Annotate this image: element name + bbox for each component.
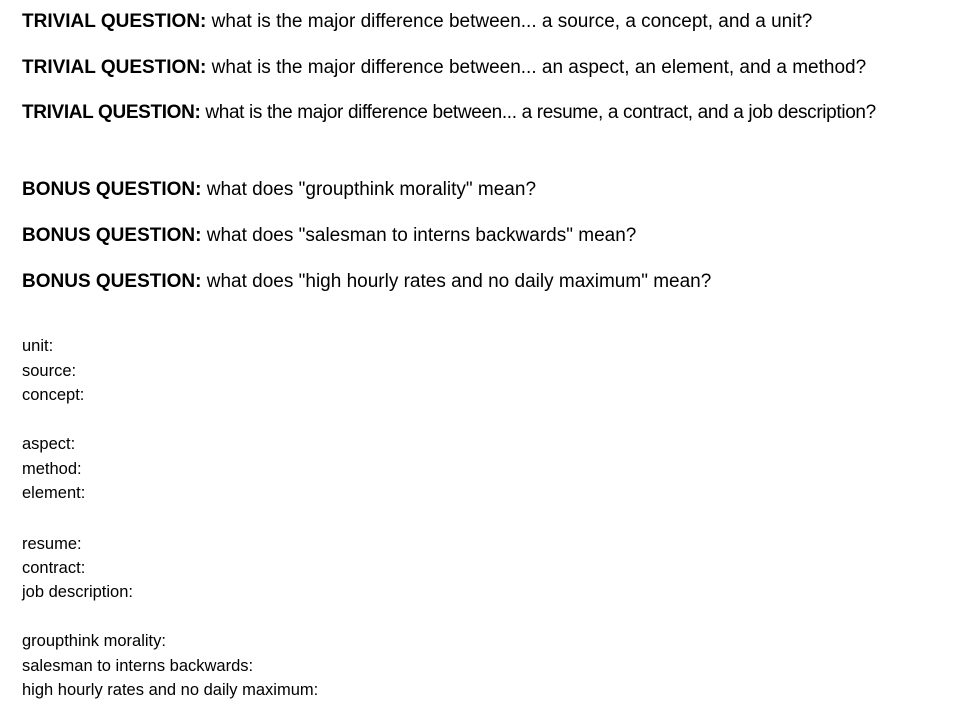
bonus-question-prefix: BONUS QUESTION: — [22, 271, 202, 292]
answer-label: salesman to interns backwards: — [22, 657, 254, 675]
answer-label: unit: — [22, 337, 54, 355]
bonus-question-text: what does "salesman to interns backwards" mean? — [206, 225, 637, 246]
bonus-question-1 — [22, 178, 536, 202]
answer-label: concept: — [22, 386, 85, 404]
answer-label: aspect: — [22, 435, 76, 453]
bonus-question-2 — [22, 224, 636, 248]
bonus-question-prefix: BONUS QUESTION: — [22, 179, 202, 200]
trivial-question-prefix: TRIVIAL QUESTION: — [22, 11, 207, 32]
bonus-question-text: what does "groupthink morality" mean? — [206, 179, 537, 200]
answer-label: resume: — [22, 535, 82, 553]
answer-label: contract: — [22, 559, 86, 577]
trivial-question-prefix: TRIVIAL QUESTION: — [22, 102, 201, 123]
trivial-question-text: what is the major difference between... a source, a concept, and a unit? — [211, 11, 813, 32]
answer-label: groupthink morality: — [22, 632, 166, 650]
answer-label: source: — [22, 362, 77, 380]
trivial-question-prefix: TRIVIAL QUESTION: — [22, 57, 207, 78]
answer-label: element: — [22, 484, 86, 502]
document-page — [22, 0, 967, 717]
answer-label: method: — [22, 460, 82, 478]
bonus-question-text: what does "high hourly rates and no daily maximum" mean? — [206, 271, 712, 292]
answer-label: high hourly rates and no daily maximum: — [22, 681, 319, 699]
trivial-question-text: what is the major difference between... an aspect, an element, and a method? — [211, 57, 867, 78]
bonus-question-prefix: BONUS QUESTION: — [22, 225, 202, 246]
trivial-question-1 — [22, 10, 812, 34]
answer-label: job description: — [22, 583, 133, 601]
trivial-question-text: what is the major difference between... a resume, a contract, and a job description? — [205, 102, 876, 123]
trivial-question-3 — [22, 101, 876, 125]
trivial-question-2 — [22, 56, 866, 80]
bonus-question-3 — [22, 270, 711, 294]
